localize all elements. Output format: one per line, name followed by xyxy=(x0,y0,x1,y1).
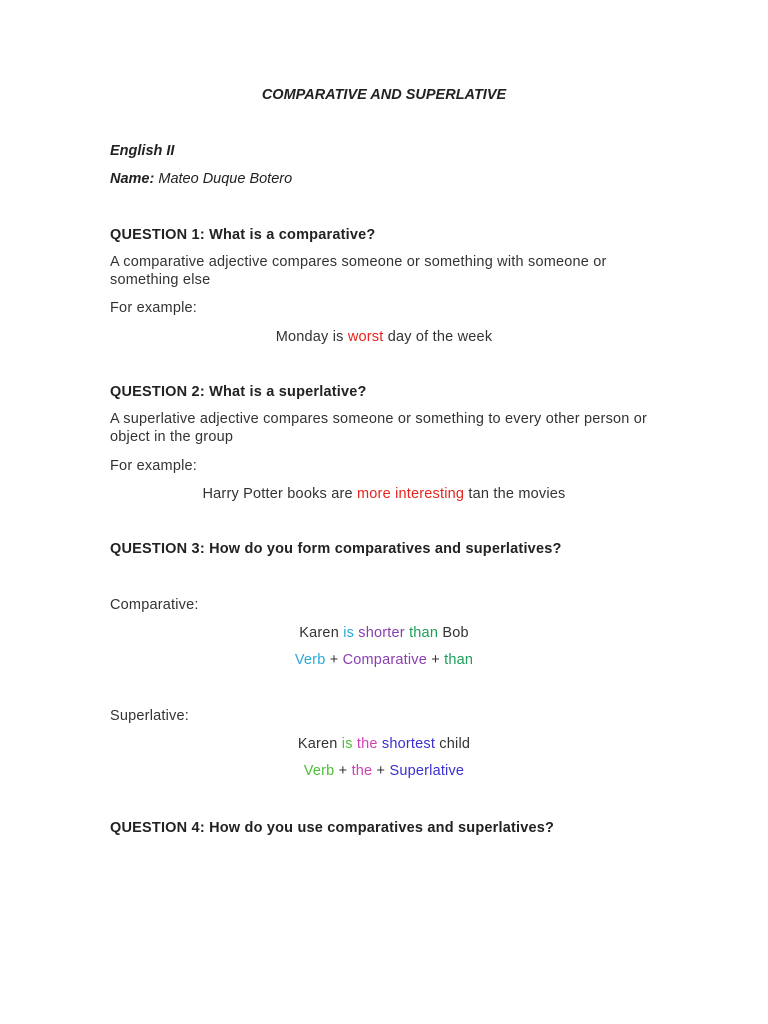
plus-sign: + xyxy=(334,763,352,779)
question-1-definition: A comparative adjective compares someone or something with someone or something else xyxy=(110,254,607,288)
question-4-heading: QUESTION 4: How do you use comparatives and superlatives? xyxy=(110,820,555,836)
name-label: Name: xyxy=(110,171,155,187)
formula-superlative: Superlative xyxy=(389,763,465,779)
question-1-example-label: For example: xyxy=(110,300,198,316)
superlative-word: shortest xyxy=(381,736,436,752)
question-2-example xyxy=(0,485,768,503)
name-value: Mateo Duque Botero xyxy=(158,171,293,187)
superlative-label: Superlative: xyxy=(110,708,189,724)
example-text: Karen xyxy=(299,625,344,641)
example-text: Bob xyxy=(438,625,469,641)
question-2-heading: QUESTION 2: What is a superlative? xyxy=(110,384,367,400)
highlight-word: more interesting xyxy=(357,486,465,502)
comparative-word: shorter xyxy=(358,625,405,641)
question-1-example xyxy=(0,328,768,346)
verb-word: is xyxy=(341,736,353,752)
course-name: English II xyxy=(110,143,175,159)
highlight-word: worst xyxy=(347,329,384,345)
question-1-heading: QUESTION 1: What is a comparative? xyxy=(110,227,376,243)
formula-the: the xyxy=(351,763,373,779)
student-name-line xyxy=(110,170,292,188)
formula-than: than xyxy=(444,652,474,668)
example-text: day of the week xyxy=(383,329,493,345)
example-text: Karen xyxy=(297,736,342,752)
formula-comparative: Comparative xyxy=(342,652,427,668)
example-text: child xyxy=(435,736,471,752)
superlative-example xyxy=(0,735,768,753)
plus-sign: + xyxy=(325,652,343,668)
than-word: than xyxy=(409,625,439,641)
question-3-heading: QUESTION 3: How do you form comparatives and superlatives? xyxy=(110,541,562,557)
plus-sign: + xyxy=(427,652,445,668)
comparative-label: Comparative: xyxy=(110,597,199,613)
question-2-example-label: For example: xyxy=(110,458,198,474)
comparative-example xyxy=(0,624,768,642)
comparative-formula xyxy=(0,651,768,669)
formula-verb: Verb xyxy=(303,763,335,779)
the-word: the xyxy=(356,736,378,752)
example-text: Harry Potter books are xyxy=(202,486,357,502)
verb-word: is xyxy=(343,625,355,641)
example-text: tan the movies xyxy=(464,486,566,502)
superlative-formula xyxy=(0,762,768,780)
formula-verb: Verb xyxy=(294,652,326,668)
example-text: Monday is xyxy=(275,329,348,345)
document-title: COMPARATIVE AND SUPERLATIVE xyxy=(261,87,507,103)
plus-sign: + xyxy=(372,763,390,779)
question-2-definition: A superlative adjective compares someone or something to every other person or object in the group xyxy=(110,411,648,445)
